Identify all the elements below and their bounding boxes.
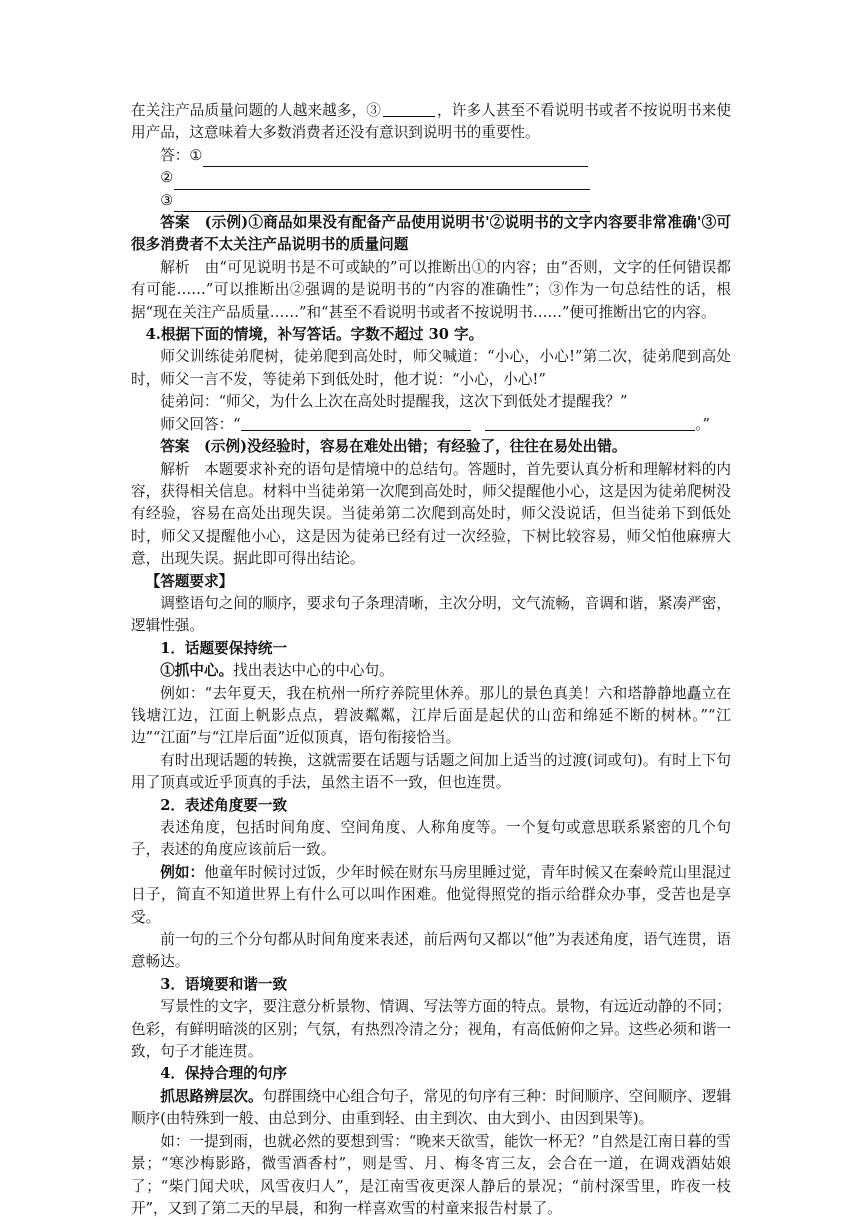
answer-line-2-label: ② bbox=[160, 169, 174, 187]
q4-title: 4.根据下面的情境，补写答话。字数不超过 30 字。 bbox=[145, 326, 484, 344]
blank-3 bbox=[383, 101, 435, 117]
requirements-intro: 调整语句之间的顺序，要求句子条理清晰，主次分明，文气流畅，音调和谐，紧凑严密，逻辑性强。 bbox=[131, 594, 731, 635]
q4-reply-blank-2 bbox=[485, 415, 695, 431]
q4-reply-prefix: 师父回答：“ bbox=[160, 415, 241, 433]
answer-line-3-label: ③ bbox=[160, 191, 174, 209]
section-2-title: 2．表述角度要一致 bbox=[160, 796, 288, 814]
answer-line-1 bbox=[131, 145, 731, 167]
section-1-lead-bold: ①抓中心。 bbox=[160, 662, 234, 680]
section-2-example-text: 他童年时候讨过饭，少年时候在财东马房里睡过觉，青年时候又在秦岭荒山里混过日子，简直不知道世界上有什么可以叫作困难。他觉得照党的指示给群众办事，受苦也是享受。 bbox=[131, 863, 731, 926]
q3-answer bbox=[131, 212, 731, 257]
q4-para-1: 师父训练徒弟爬树，徒弟爬到高处时，师父喊道：“小心，小心!”第二次，徒弟爬到高处时，师父一言不发，等徒弟下到低处时，他才说：“小心，小心!” bbox=[131, 348, 731, 388]
requirements-title: 【答题要求】 bbox=[145, 572, 234, 590]
section-1-title: 1．话题要保持统一 bbox=[160, 639, 288, 657]
answer-rule-2 bbox=[174, 173, 590, 190]
answer-rule-1 bbox=[203, 150, 588, 167]
section-1-note: 有时出现话题的转换，这就需要在话题与话题之间加上适当的过渡(词或句)。有时上下句用了顶真或近乎顶真的手法，虽然主语不一致，但也连贯。 bbox=[131, 751, 731, 792]
answer-rule-3 bbox=[174, 195, 590, 212]
q4-answer-label: 答案 bbox=[160, 438, 190, 456]
q4-reply-blank-1 bbox=[241, 415, 471, 431]
q4-analysis-text: 本题要求补充的语句是情境中的总结句。答题时，首先要认真分析和理解材料的内容，获得相关信息。材料中当徒弟第一次爬到高处时，师父提醒他小心，这是因为徒弟爬树没有经验，容易在高处出现失误。当徒弟第二次爬到高处时，师父没说话，但当徒弟下到低处时，师父又提醒他小心，这是因为徒弟已经有过一次经验，下树比较容易，师父怕他麻痹大意，出现失误。据此即可得出结论。 bbox=[131, 460, 731, 568]
q3-analysis bbox=[131, 257, 731, 324]
q3-analysis-text: 由“可见说明书是不可或缺的”可以推断出①的内容；由“否则，文字的任何错误都有可能……”可以推断出②强调的是说明书的“内容的准确性”；③作为一句总结性的话，根据“现在关注产品质量……”和“甚至不看说明书或者不按说明书……”便可推断出它的内容。 bbox=[131, 258, 731, 321]
q4-reply-suffix: 。” bbox=[695, 415, 710, 433]
section-2-example-label: 例如： bbox=[160, 863, 205, 881]
intro-text-a: 在关注产品质量问题的人越来越多，③ bbox=[131, 102, 381, 119]
section-4-example: 如：一提到雨，也就必然的要想到雪：“晚来天欲雪，能饮一杯无？”自然是江南日暮的雪景；“寒沙梅影路，微雪酒香村”，则是雪、月、梅冬宵三友，会合在一道，在调戏酒姑娘了；“柴门闻犬吠，风雪夜归人”，是江南雪夜更深人静后的景况；“前村深雪里，昨夜一枝开”，又到了第二天的早晨，和狗一样喜欢雪的村童来报告村景了。 bbox=[131, 1132, 731, 1217]
q4-analysis bbox=[131, 459, 731, 571]
q4-answer bbox=[131, 436, 731, 458]
q3-analysis-label: 解析 bbox=[160, 258, 190, 276]
section-4-lead-bold: 抓思路辨层次。 bbox=[160, 1087, 263, 1105]
answer-line-2 bbox=[131, 167, 731, 189]
section-3-title: 3．语境要和谐一致 bbox=[160, 975, 288, 993]
section-2-example bbox=[131, 862, 731, 929]
section-4-title: 4．保持合理的句序 bbox=[160, 1065, 288, 1083]
section-1-lead-rest: 找出表达中心的中心句。 bbox=[233, 662, 394, 680]
section-2-note: 前一句的三个分句都从时间角度来表述，前后两句又都以“他”为表述角度，语气连贯，语意畅达。 bbox=[131, 931, 731, 971]
q3-answer-text: (示例)①商品如果没有配备产品使用说明书'②说明书的文字内容要非常准确'③可很多消费者不太关注产品说明书的质量问题 bbox=[131, 214, 731, 254]
intro-paragraph bbox=[131, 100, 731, 145]
answer-prefix: 答： bbox=[160, 146, 190, 164]
q3-answer-label: 答案 bbox=[160, 214, 190, 232]
q4-para-2: 徒弟问：“师父，为什么上次在高处时提醒我，这次下到低处才提醒我？” bbox=[160, 393, 628, 411]
section-4-lead-rest: 句群围绕中心组合句子，常见的句序有三种：时间顺序、空间顺序、逻辑顺序(由特殊到一般、由总到分、由重到轻、由主到次、由大到小、由因到果等)。 bbox=[131, 1087, 731, 1128]
q4-answer-text: (示例)没经验时，容易在难处出错；有经验了，往往在易处出错。 bbox=[204, 438, 627, 456]
q4-reply bbox=[131, 414, 731, 436]
intro-text-b: ，许多人甚至不看说明书或者不按说明书来使用产品，这意味着大多数消费者还没有意识到说明书的重要性。 bbox=[131, 102, 731, 142]
section-3-text: 写景性的文字，要注意分析景物、情调、写法等方面的特点。景物，有远近动静的不同；色彩，有鲜明暗淡的区别；气氛，有热烈冷清之分；视角，有高低俯仰之异。这些必须和谐一致，句子才能连贯。 bbox=[131, 998, 731, 1061]
section-2-intro: 表述角度，包括时间角度、空间角度、人称角度等。一个复句或意思联系紧密的几个句子，表述的角度应该前后一致。 bbox=[131, 819, 731, 859]
section-1-lead bbox=[131, 660, 731, 682]
answer-line-1-label: ① bbox=[189, 146, 203, 164]
document-body bbox=[131, 100, 731, 1220]
section-4-lead bbox=[131, 1086, 731, 1131]
q4-analysis-label: 解析 bbox=[160, 460, 190, 478]
section-1-example: 例如：“去年夏天，我在杭州一所疗养院里休养。那儿的景色真美！六和塔静静地矗立在钱塘江边，江面上帆影点点，碧波粼粼，江岸后面是起伏的山峦和绵延不断的树林。”“江边”“江面”与“江岸后面”近似顶真，语句衔接恰当。 bbox=[131, 684, 731, 747]
answer-line-3 bbox=[131, 190, 731, 212]
